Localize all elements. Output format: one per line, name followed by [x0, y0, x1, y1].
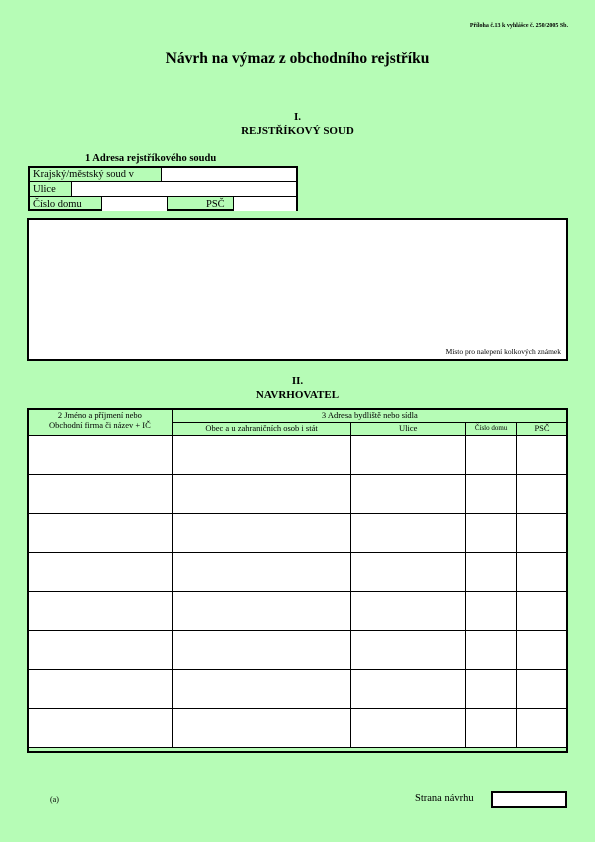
court-address-title: 1 Adresa rejstříkového soudu: [85, 153, 217, 164]
city-cell[interactable]: [172, 553, 351, 592]
court-field[interactable]: [162, 168, 296, 181]
house-number-cell[interactable]: [466, 436, 517, 475]
city-cell[interactable]: [172, 592, 351, 631]
court-label: Krajský/městský soud v: [33, 169, 134, 180]
stamp-area: [27, 218, 568, 361]
street-cell[interactable]: [351, 631, 466, 670]
section-2-number: II.: [291, 375, 304, 387]
city-cell[interactable]: [172, 709, 351, 748]
psc-cell[interactable]: [517, 475, 568, 514]
name-cell[interactable]: [28, 709, 173, 748]
psc-cell[interactable]: [517, 553, 568, 592]
col-city-header: Obec a u zahraničních osob i stát: [172, 423, 351, 436]
street-cell[interactable]: [351, 553, 466, 592]
psc-cell[interactable]: [517, 436, 568, 475]
street-field[interactable]: [72, 182, 296, 196]
footer-mark: (a): [50, 795, 59, 804]
street-cell[interactable]: [351, 592, 466, 631]
house-number-label: Číslo domu: [33, 199, 82, 210]
house-number-cell[interactable]: [466, 553, 517, 592]
psc-field[interactable]: [234, 197, 296, 211]
page-label: Strana návrhu: [415, 793, 474, 804]
section-2-title: NAVRHOVATEL: [255, 389, 340, 401]
street-cell[interactable]: [351, 475, 466, 514]
house-number-cell[interactable]: [466, 475, 517, 514]
name-cell[interactable]: [28, 670, 173, 709]
name-cell[interactable]: [28, 592, 173, 631]
house-number-cell[interactable]: [466, 514, 517, 553]
psc-cell[interactable]: [517, 631, 568, 670]
page-number-field[interactable]: [491, 791, 567, 808]
col-house-header: Číslo domu: [466, 423, 517, 436]
street-cell[interactable]: [351, 709, 466, 748]
house-number-cell[interactable]: [466, 592, 517, 631]
psc-cell[interactable]: [517, 670, 568, 709]
table-row: [28, 436, 568, 475]
city-cell[interactable]: [172, 631, 351, 670]
name-cell[interactable]: [28, 436, 173, 475]
col-name-line1: 2 Jméno a příjmení nebo: [57, 410, 142, 420]
col-name-header: [28, 409, 173, 436]
col-address-header: 3 Adresa bydliště nebo sídla: [172, 409, 567, 423]
name-cell[interactable]: [28, 475, 173, 514]
table-row: [28, 514, 568, 553]
psc-cell[interactable]: [517, 592, 568, 631]
table-row: [28, 631, 568, 670]
court-address-box: [28, 166, 298, 211]
col-psc-header: PSČ: [517, 423, 568, 436]
city-cell[interactable]: [172, 475, 351, 514]
city-cell[interactable]: [172, 436, 351, 475]
section-1-title: REJSTŘÍKOVÝ SOUD: [241, 125, 354, 137]
col-name-line2: Obchodní firma či název + IČ: [48, 420, 151, 430]
street-cell[interactable]: [351, 670, 466, 709]
street-cell[interactable]: [351, 514, 466, 553]
street-cell[interactable]: [351, 436, 466, 475]
table-row: [28, 709, 568, 748]
name-cell[interactable]: [28, 553, 173, 592]
house-number-cell[interactable]: [466, 709, 517, 748]
applicant-table: [27, 408, 568, 748]
table-row: [28, 670, 568, 709]
section-1-number: I.: [293, 111, 302, 123]
table-row: [28, 475, 568, 514]
street-label: Ulice: [33, 184, 56, 195]
name-cell[interactable]: [28, 631, 173, 670]
psc-cell[interactable]: [517, 709, 568, 748]
stamp-label: Místo pro nalepení kolkových známek: [445, 347, 561, 356]
city-cell[interactable]: [172, 514, 351, 553]
table-row: [28, 553, 568, 592]
form-title: Návrh na výmaz z obchodního rejstříku: [165, 50, 430, 67]
annex-note: Příloha č.13 k vyhlášce č. 250/2005 Sb.: [469, 23, 568, 29]
psc-label: PSČ: [206, 199, 225, 210]
psc-cell[interactable]: [517, 514, 568, 553]
house-number-field[interactable]: [102, 197, 167, 211]
name-cell[interactable]: [28, 514, 173, 553]
house-number-cell[interactable]: [466, 670, 517, 709]
col-street-header: Ulice: [351, 423, 466, 436]
city-cell[interactable]: [172, 670, 351, 709]
house-number-cell[interactable]: [466, 631, 517, 670]
table-row: [28, 592, 568, 631]
